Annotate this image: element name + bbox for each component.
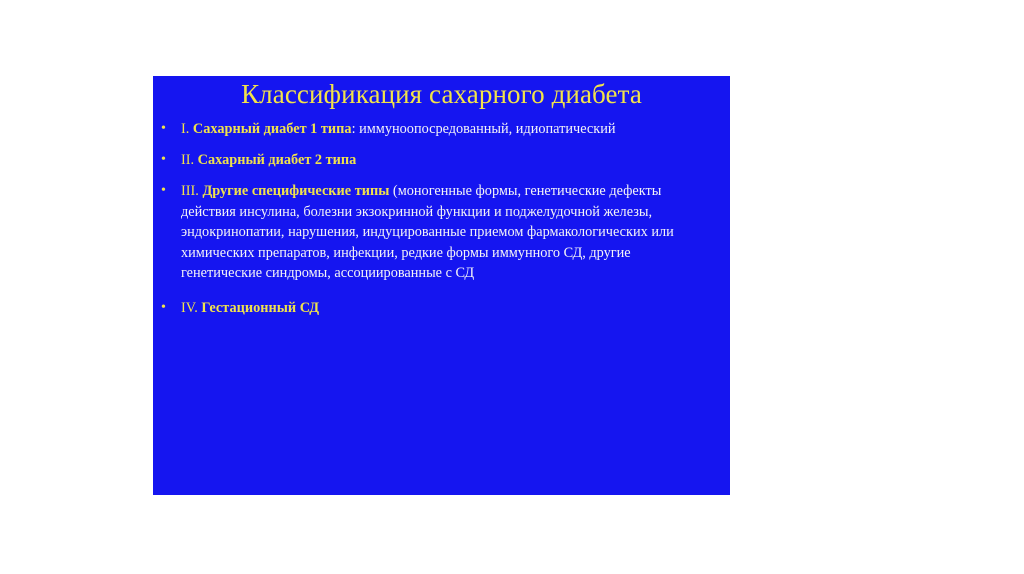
item-description: (моногенные формы, генетические дефекты действия инсулина, болезни экзокринной функции и поджелудочной железы, эндокринопатии, нарушения, индуцированные приемом фармакологических или химических препаратов, инфекции, редкие формы иммунного СД, другие генетические синдромы, ассоциированные с СД — [181, 183, 674, 281]
item-numeral: I. — [181, 121, 193, 137]
item-highlight: Сахарный диабет 2 типа — [197, 152, 357, 168]
item-highlight: Сахарный диабет 1 типа — [192, 121, 352, 137]
item-numeral: II. — [181, 152, 198, 168]
list-item-type-2 — [153, 150, 730, 171]
slide-title: Классификация сахарного диабета — [241, 79, 642, 109]
item-highlight: Гестационный СД — [201, 299, 320, 316]
bullet-icon: • — [161, 121, 166, 136]
list-item-type-1 — [153, 119, 730, 140]
presentation-slide — [153, 76, 730, 495]
bullet-icon: • — [161, 299, 166, 315]
item-description: : иммуноопосредованный, идиопатический — [351, 121, 616, 137]
item-numeral: III. — [181, 183, 203, 199]
list-item-gestational — [153, 298, 730, 319]
bullet-icon: • — [161, 183, 166, 198]
bullet-icon: • — [161, 152, 166, 167]
list-item-specific-types — [153, 181, 730, 284]
classification-list — [153, 119, 730, 329]
item-highlight: Другие специфические типы — [202, 183, 390, 199]
item-numeral: IV. — [181, 299, 202, 316]
